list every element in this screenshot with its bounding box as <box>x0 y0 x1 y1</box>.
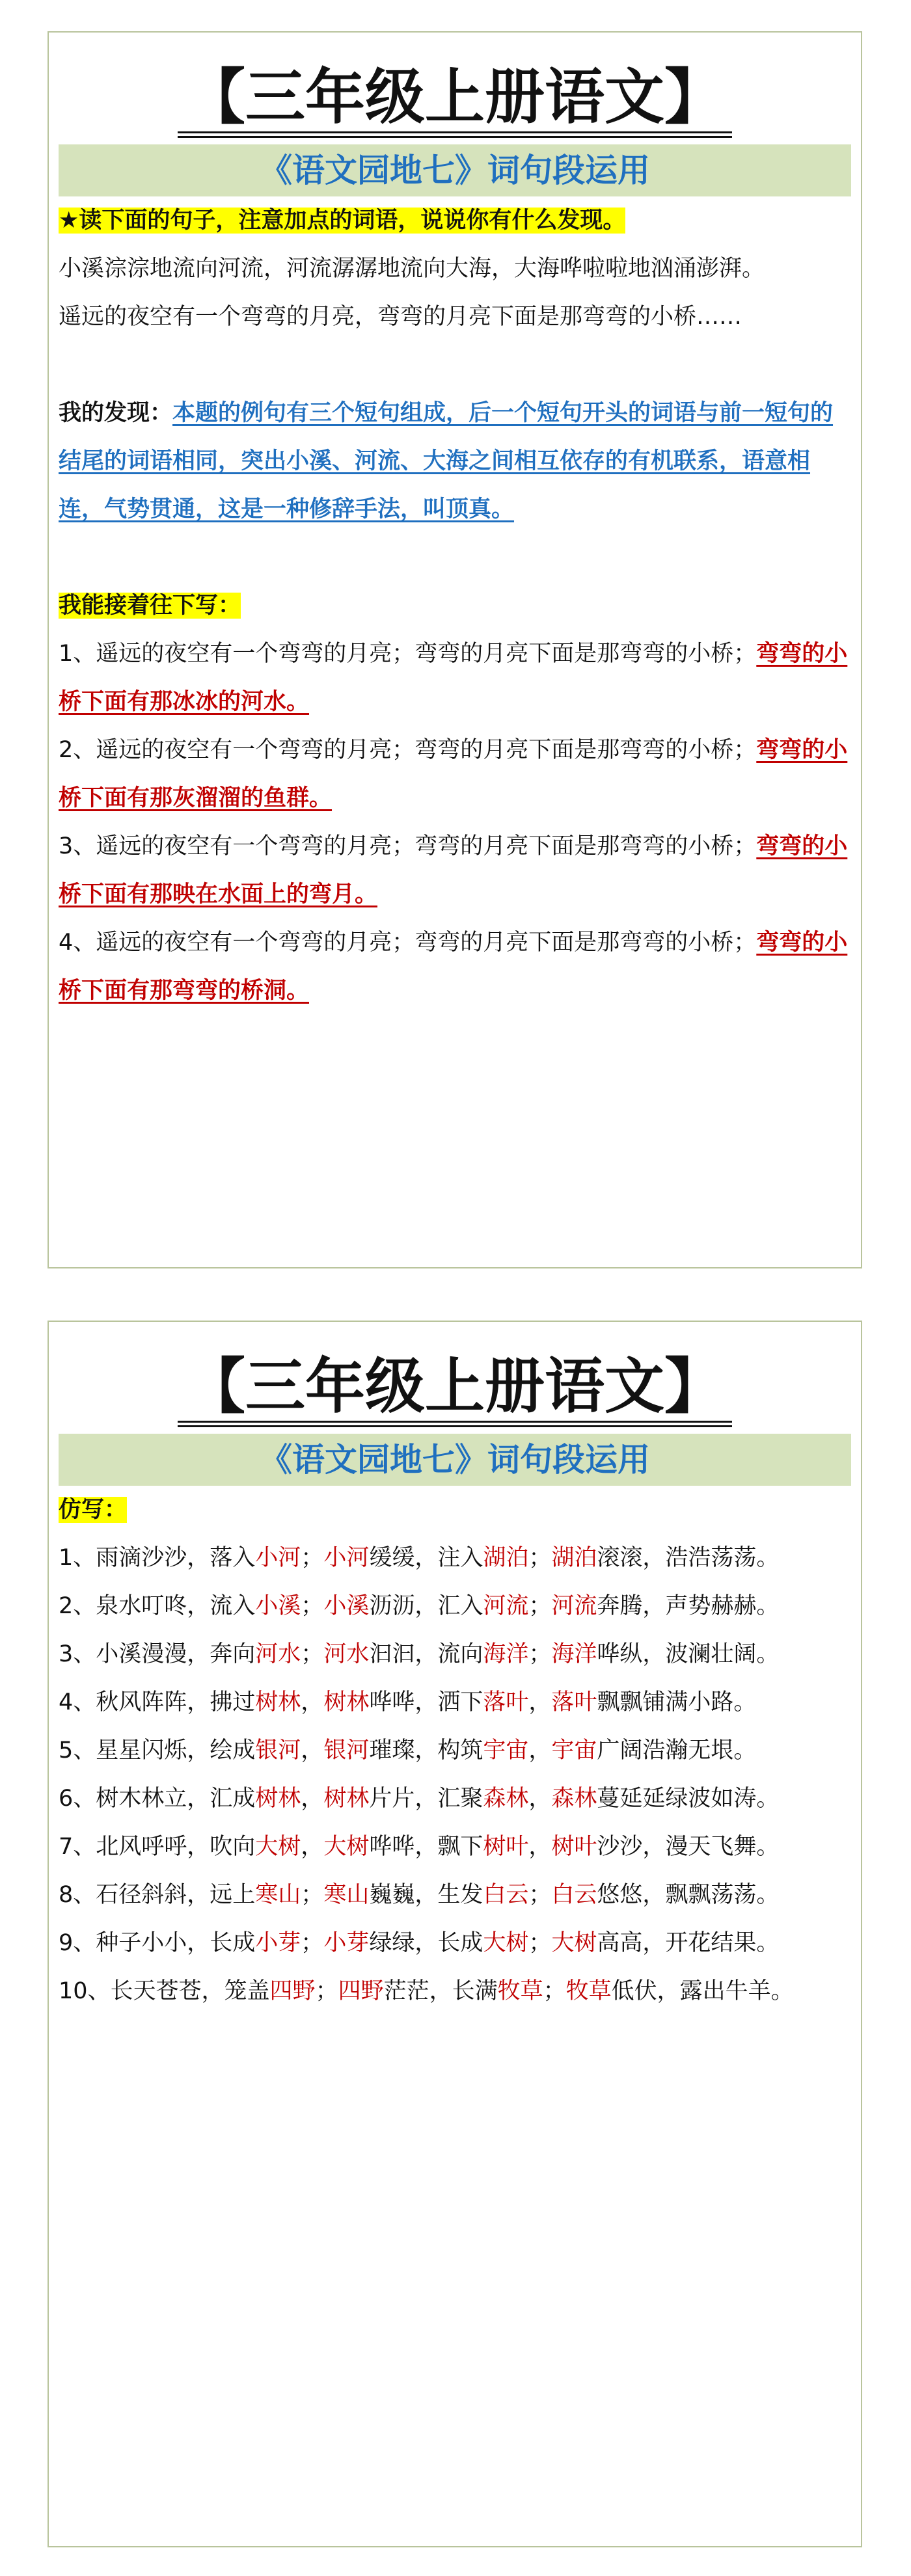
list-item: 7、北风呼呼，吹向大树，大树哗哗，飘下树叶，树叶沙沙，漫天飞舞。 <box>59 1834 780 1860</box>
keyword: 小溪 <box>255 1593 301 1619</box>
keyword: 树林 <box>255 1786 301 1812</box>
page-title: 【三年级上册语文】 <box>49 59 861 138</box>
keyword: 树叶 <box>483 1834 529 1860</box>
page-card-1 <box>48 31 862 1268</box>
keyword: 落叶 <box>551 1689 597 1715</box>
example-sentence-1: 小溪淙淙地流向河流，河流潺潺地流向大海，大海哗啦啦地汹涌澎湃。 <box>59 256 765 282</box>
item-prefix: 3、遥远的夜空有一个弯弯的月亮；弯弯的月亮下面是那弯弯的小桥； <box>59 833 757 859</box>
keyword: 宇宙 <box>551 1737 597 1764</box>
keyword: 大树 <box>483 1930 529 1956</box>
keyword: 小芽 <box>255 1930 301 1956</box>
list-item: 6、树木林立，汇成树林，树林片片，汇聚森林，森林蔓延延绿波如涛。 <box>59 1786 780 1812</box>
item-answer: 弯弯的小桥下面有那弯弯的桥洞。 <box>59 930 848 1004</box>
keyword: 寒山 <box>255 1882 301 1908</box>
item-answer: 弯弯的小桥下面有那冰冰的河水。 <box>59 641 848 715</box>
section-subtitle: 《语文园地七》词句段运用 <box>59 1434 851 1486</box>
list-item <box>59 822 851 919</box>
list-item: 5、星星闪烁，绘成银河，银河璀璨，构筑宇宙，宇宙广阔浩瀚无垠。 <box>59 1737 757 1764</box>
keyword: 河流 <box>483 1593 529 1619</box>
keyword: 海洋 <box>483 1641 529 1667</box>
example-sentence-2: 遥远的夜空有一个弯弯的月亮，弯弯的月亮下面是那弯弯的小桥…… <box>59 304 742 330</box>
keyword: 湖泊 <box>551 1545 597 1571</box>
keyword: 宇宙 <box>483 1737 529 1764</box>
page-content <box>59 1486 851 2015</box>
keyword: 大树 <box>323 1834 370 1860</box>
item-prefix: 1、遥远的夜空有一个弯弯的月亮；弯弯的月亮下面是那弯弯的小桥； <box>59 641 757 667</box>
list-item: 10、长天苍苍，笼盖四野；四野茫茫，长满牧草；牧草低伏，露出牛羊。 <box>59 1978 794 2004</box>
imitation-label-line <box>59 1486 851 1534</box>
keyword: 四野 <box>338 1978 384 2004</box>
page-card-2 <box>48 1321 862 2547</box>
item-answer: 弯弯的小桥下面有那映在水面上的弯月。 <box>59 833 848 907</box>
keyword: 树林 <box>323 1786 370 1812</box>
discovery-label: 我的发现： <box>59 400 173 426</box>
list-item <box>59 919 851 1015</box>
keyword: 白云 <box>551 1882 597 1908</box>
list-item: 3、小溪漫漫，奔向河水；河水汩汩，流向海洋；海洋哗纵，波澜壮阔。 <box>59 1641 780 1667</box>
keyword: 大树 <box>255 1834 301 1860</box>
list-item <box>59 630 851 726</box>
keyword: 森林 <box>551 1786 597 1812</box>
keyword: 四野 <box>269 1978 316 2004</box>
keyword: 寒山 <box>323 1882 370 1908</box>
keyword: 小河 <box>255 1545 301 1571</box>
keyword: 树叶 <box>551 1834 597 1860</box>
keyword: 森林 <box>483 1786 529 1812</box>
keyword: 银河 <box>255 1737 301 1764</box>
keyword: 河水 <box>255 1641 301 1667</box>
page-title: 【三年级上册语文】 <box>49 1348 861 1427</box>
keyword: 小芽 <box>323 1930 370 1956</box>
spacer <box>59 533 851 582</box>
keyword: 牧草 <box>565 1978 612 2004</box>
keyword: 湖泊 <box>483 1545 529 1571</box>
keyword: 银河 <box>323 1737 370 1764</box>
item-answer: 弯弯的小桥下面有那灰溜溜的鱼群。 <box>59 737 848 811</box>
list-item: 1、雨滴沙沙，落入小河；小河缓缓，注入湖泊；湖泊滚滚，浩浩荡荡。 <box>59 1545 780 1571</box>
instruction-line <box>59 196 851 245</box>
keyword: 河水 <box>323 1641 370 1667</box>
item-prefix: 4、遥远的夜空有一个弯弯的月亮；弯弯的月亮下面是那弯弯的小桥； <box>59 930 757 956</box>
continue-line <box>59 582 851 630</box>
continue-label: 我能接着往下写： <box>59 593 241 619</box>
list-item: 8、石径斜斜，远上寒山；寒山巍巍，生发白云；白云悠悠，飘飘荡荡。 <box>59 1882 780 1908</box>
item-prefix: 2、遥远的夜空有一个弯弯的月亮；弯弯的月亮下面是那弯弯的小桥； <box>59 737 757 763</box>
keyword: 河流 <box>551 1593 597 1619</box>
keyword: 树林 <box>255 1689 301 1715</box>
keyword: 牧草 <box>497 1978 543 2004</box>
list-item: 2、泉水叮咚，流入小溪；小溪沥沥，汇入河流；河流奔腾，声势赫赫。 <box>59 1593 780 1619</box>
keyword: 白云 <box>483 1882 529 1908</box>
discovery-text: 本题的例句有三个短句组成，后一个短句开头的词语与前一短句的结尾的词语相同，突出小溪、河流、大海之间相互依存的有机联系，语意相连，气势贯通，这是一种修辞手法，叫顶真。 <box>59 400 834 522</box>
keyword: 落叶 <box>483 1689 529 1715</box>
section-subtitle: 《语文园地七》词句段运用 <box>59 144 851 196</box>
list-item <box>59 726 851 822</box>
page-content <box>59 196 851 1015</box>
discovery-paragraph <box>59 389 851 533</box>
list-item: 4、秋风阵阵，拂过树林，树林哗哗，洒下落叶，落叶飘飘铺满小路。 <box>59 1689 757 1715</box>
keyword: 树林 <box>323 1689 370 1715</box>
keyword: 海洋 <box>551 1641 597 1667</box>
list-item: 9、种子小小，长成小芽；小芽绿绿，长成大树；大树高高，开花结果。 <box>59 1930 780 1956</box>
spacer <box>59 341 851 389</box>
keyword: 大树 <box>551 1930 597 1956</box>
instruction-text: ★读下面的句子，注意加点的词语，说说你有什么发现。 <box>59 208 626 234</box>
keyword: 小河 <box>323 1545 370 1571</box>
imitation-label: 仿写： <box>59 1497 128 1523</box>
keyword: 小溪 <box>323 1593 370 1619</box>
